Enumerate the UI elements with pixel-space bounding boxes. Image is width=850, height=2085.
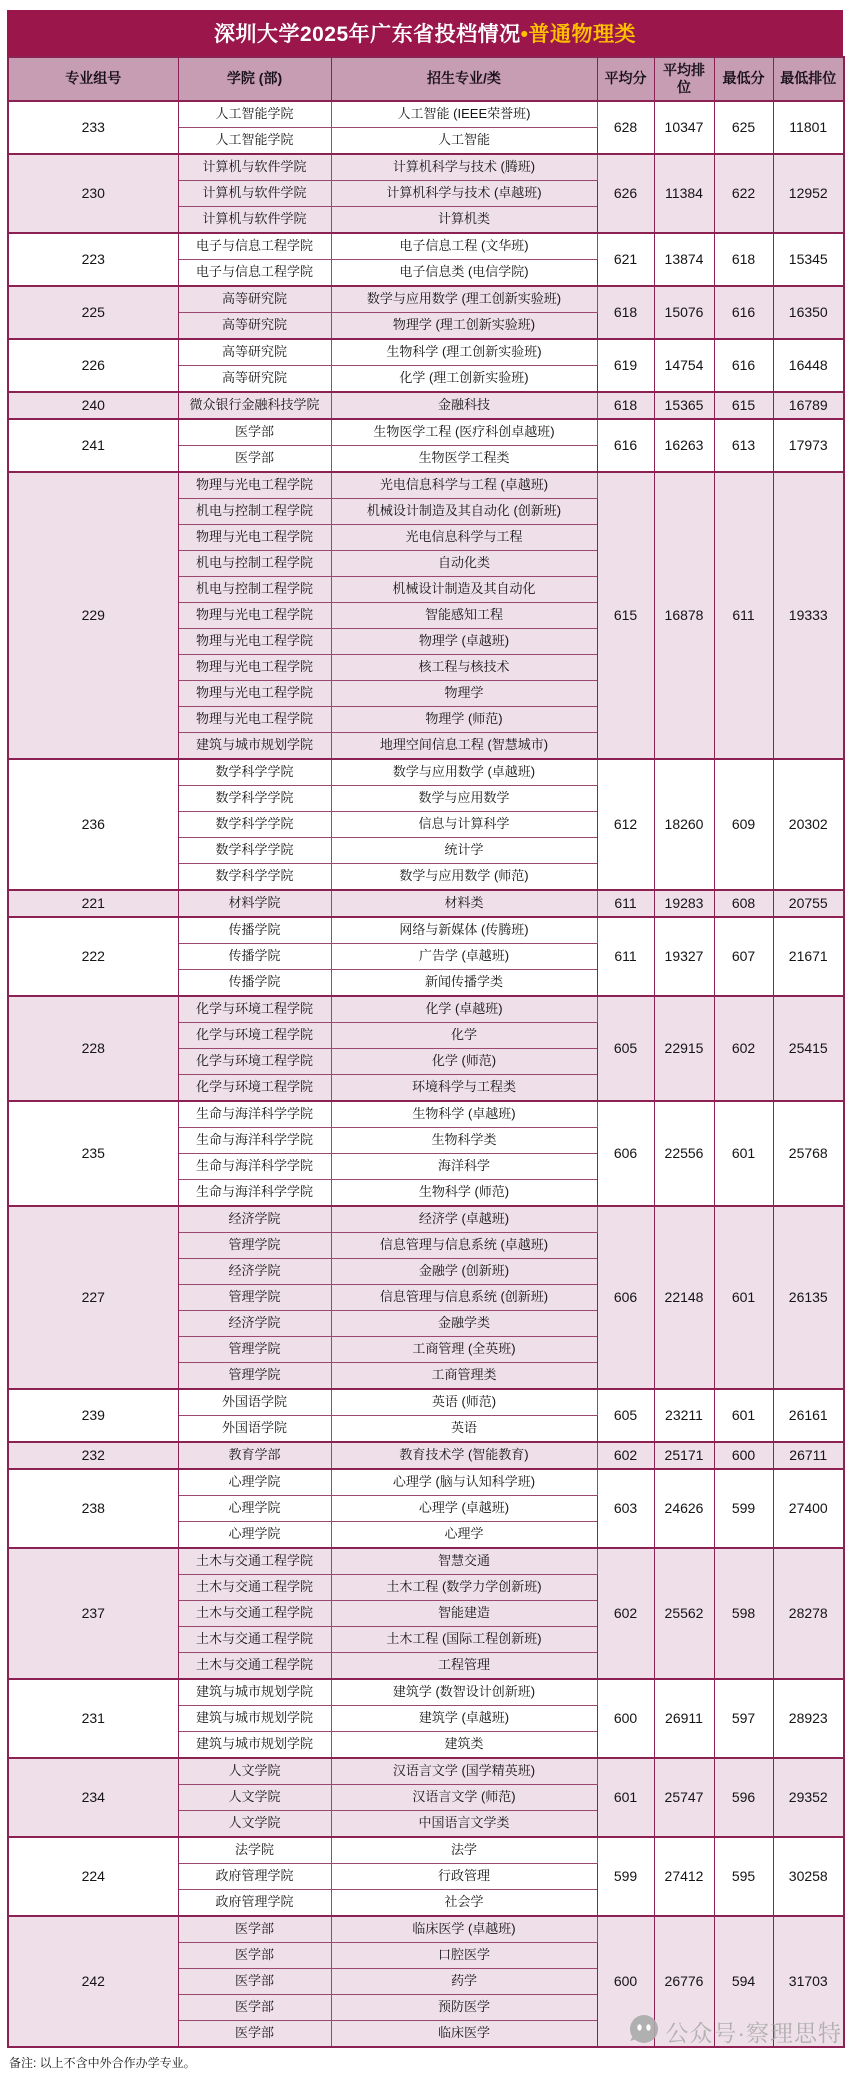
major-cell: 中国语言文学类 — [331, 1811, 597, 1838]
avg-rank-cell: 19327 — [654, 917, 714, 996]
major-cell: 智能建造 — [331, 1601, 597, 1627]
major-cell: 心理学 — [331, 1522, 597, 1549]
min-rank-cell: 26135 — [773, 1206, 844, 1389]
college-cell: 土木与交通工程学院 — [178, 1653, 331, 1680]
group-number-cell: 235 — [8, 1101, 178, 1206]
group-number-cell: 221 — [8, 890, 178, 917]
min-rank-cell: 20755 — [773, 890, 844, 917]
avg-rank-cell: 11384 — [654, 154, 714, 233]
min-score-cell: 595 — [714, 1837, 773, 1916]
college-cell: 数学科学学院 — [178, 759, 331, 786]
college-cell: 物理与光电工程学院 — [178, 655, 331, 681]
college-cell: 管理学院 — [178, 1363, 331, 1390]
avg-score-cell: 603 — [597, 1469, 654, 1548]
avg-score-cell: 600 — [597, 1679, 654, 1758]
major-cell: 物理学 (理工创新实验班) — [331, 313, 597, 340]
college-cell: 人文学院 — [178, 1811, 331, 1838]
major-cell: 智慧交通 — [331, 1548, 597, 1575]
min-rank-cell: 26161 — [773, 1389, 844, 1442]
min-score-cell: 600 — [714, 1442, 773, 1469]
group-number-cell: 224 — [8, 1837, 178, 1916]
table-row — [8, 890, 844, 917]
table-row — [8, 1758, 844, 1785]
college-cell: 传播学院 — [178, 944, 331, 970]
avg-rank-cell: 13874 — [654, 233, 714, 286]
min-rank-cell: 16789 — [773, 392, 844, 419]
major-cell: 化学 (理工创新实验班) — [331, 366, 597, 393]
group-number-cell: 238 — [8, 1469, 178, 1548]
college-cell: 化学与环境工程学院 — [178, 1023, 331, 1049]
avg-score-cell: 606 — [597, 1206, 654, 1389]
avg-rank-cell: 26911 — [654, 1679, 714, 1758]
group-number-cell: 226 — [8, 339, 178, 392]
group-number-cell: 225 — [8, 286, 178, 339]
major-cell: 工程管理 — [331, 1653, 597, 1680]
min-rank-cell: 28278 — [773, 1548, 844, 1679]
group-number-cell: 231 — [8, 1679, 178, 1758]
college-cell: 外国语学院 — [178, 1416, 331, 1443]
avg-rank-cell: 16878 — [654, 472, 714, 759]
college-cell: 医学部 — [178, 2021, 331, 2048]
college-cell: 管理学院 — [178, 1337, 331, 1363]
college-cell: 政府管理学院 — [178, 1864, 331, 1890]
college-cell: 人工智能学院 — [178, 128, 331, 155]
major-cell: 英语 — [331, 1416, 597, 1443]
major-cell: 生物科学 (师范) — [331, 1180, 597, 1207]
table-row — [8, 339, 844, 366]
college-cell: 传播学院 — [178, 917, 331, 944]
major-cell: 物理学 (卓越班) — [331, 629, 597, 655]
major-cell: 核工程与核技术 — [331, 655, 597, 681]
avg-score-cell: 621 — [597, 233, 654, 286]
min-rank-cell: 28923 — [773, 1679, 844, 1758]
table-row — [8, 1679, 844, 1706]
college-cell: 生命与海洋科学学院 — [178, 1101, 331, 1128]
major-cell: 光电信息科学与工程 (卓越班) — [331, 472, 597, 499]
major-cell: 人工智能 (IEEE荣誉班) — [331, 101, 597, 128]
major-cell: 计算机科学与技术 (腾班) — [331, 154, 597, 181]
major-cell: 英语 (师范) — [331, 1389, 597, 1416]
major-cell: 机械设计制造及其自动化 — [331, 577, 597, 603]
college-cell: 管理学院 — [178, 1285, 331, 1311]
avg-score-cell: 605 — [597, 1389, 654, 1442]
college-cell: 物理与光电工程学院 — [178, 681, 331, 707]
table-row — [8, 233, 844, 260]
college-cell: 电子与信息工程学院 — [178, 260, 331, 287]
college-cell: 物理与光电工程学院 — [178, 472, 331, 499]
column-header-group: 专业组号 — [8, 57, 178, 101]
major-cell: 社会学 — [331, 1890, 597, 1917]
college-cell: 生命与海洋科学学院 — [178, 1154, 331, 1180]
avg-rank-cell: 10347 — [654, 101, 714, 154]
major-cell: 汉语言文学 (师范) — [331, 1785, 597, 1811]
major-cell: 教育技术学 (智能教育) — [331, 1442, 597, 1469]
college-cell: 建筑与城市规划学院 — [178, 1706, 331, 1732]
major-cell: 广告学 (卓越班) — [331, 944, 597, 970]
avg-rank-cell: 23211 — [654, 1389, 714, 1442]
results-table-body — [8, 101, 844, 2047]
college-cell: 高等研究院 — [178, 286, 331, 313]
min-score-cell: 615 — [714, 392, 773, 419]
college-cell: 物理与光电工程学院 — [178, 603, 331, 629]
group-number-cell: 241 — [8, 419, 178, 472]
major-cell: 生物科学类 — [331, 1128, 597, 1154]
college-cell: 人工智能学院 — [178, 101, 331, 128]
major-cell: 心理学 (卓越班) — [331, 1496, 597, 1522]
college-cell: 化学与环境工程学院 — [178, 1075, 331, 1102]
min-rank-cell: 25768 — [773, 1101, 844, 1206]
avg-score-cell: 618 — [597, 286, 654, 339]
college-cell: 化学与环境工程学院 — [178, 996, 331, 1023]
college-cell: 机电与控制工程学院 — [178, 577, 331, 603]
major-cell: 金融学 (创新班) — [331, 1259, 597, 1285]
major-cell: 心理学 (脑与认知科学班) — [331, 1469, 597, 1496]
major-cell: 智能感知工程 — [331, 603, 597, 629]
min-rank-cell: 17973 — [773, 419, 844, 472]
title-bar — [7, 10, 843, 56]
major-cell: 口腔医学 — [331, 1943, 597, 1969]
avg-rank-cell: 24626 — [654, 1469, 714, 1548]
college-cell: 经济学院 — [178, 1206, 331, 1233]
college-cell: 心理学院 — [178, 1522, 331, 1549]
group-number-cell: 230 — [8, 154, 178, 233]
group-number-cell: 234 — [8, 1758, 178, 1837]
min-score-cell: 598 — [714, 1548, 773, 1679]
avg-score-cell: 615 — [597, 472, 654, 759]
avg-rank-cell: 25562 — [654, 1548, 714, 1679]
min-rank-cell: 19333 — [773, 472, 844, 759]
major-cell: 法学 — [331, 1837, 597, 1864]
college-cell: 微众银行金融科技学院 — [178, 392, 331, 419]
college-cell: 高等研究院 — [178, 313, 331, 340]
college-cell: 医学部 — [178, 1916, 331, 1943]
college-cell: 人文学院 — [178, 1785, 331, 1811]
major-cell: 信息管理与信息系统 (创新班) — [331, 1285, 597, 1311]
min-score-cell: 601 — [714, 1206, 773, 1389]
college-cell: 传播学院 — [178, 970, 331, 997]
college-cell: 经济学院 — [178, 1259, 331, 1285]
college-cell: 数学科学学院 — [178, 838, 331, 864]
college-cell: 人文学院 — [178, 1758, 331, 1785]
avg-score-cell: 628 — [597, 101, 654, 154]
major-cell: 预防医学 — [331, 1995, 597, 2021]
avg-score-cell: 601 — [597, 1758, 654, 1837]
major-cell: 建筑类 — [331, 1732, 597, 1759]
college-cell: 计算机与软件学院 — [178, 154, 331, 181]
major-cell: 经济学 (卓越班) — [331, 1206, 597, 1233]
major-cell: 药学 — [331, 1969, 597, 1995]
major-cell: 网络与新媒体 (传腾班) — [331, 917, 597, 944]
min-rank-cell: 29352 — [773, 1758, 844, 1837]
college-cell: 高等研究院 — [178, 366, 331, 393]
group-number-cell: 239 — [8, 1389, 178, 1442]
major-cell: 建筑学 (数智设计创新班) — [331, 1679, 597, 1706]
min-rank-cell: 21671 — [773, 917, 844, 996]
group-number-cell: 227 — [8, 1206, 178, 1389]
college-cell: 建筑与城市规划学院 — [178, 1679, 331, 1706]
college-cell: 管理学院 — [178, 1233, 331, 1259]
min-rank-cell: 15345 — [773, 233, 844, 286]
major-cell: 生物医学工程类 — [331, 446, 597, 473]
college-cell: 建筑与城市规划学院 — [178, 1732, 331, 1759]
page-title: 深圳大学2025年广东省投档情况 — [213, 23, 521, 46]
avg-score-cell: 600 — [597, 1916, 654, 2047]
min-score-cell: 597 — [714, 1679, 773, 1758]
college-cell: 土木与交通工程学院 — [178, 1548, 331, 1575]
min-rank-cell: 16448 — [773, 339, 844, 392]
major-cell: 建筑学 (卓越班) — [331, 1706, 597, 1732]
major-cell: 数学与应用数学 — [331, 786, 597, 812]
avg-score-cell: 606 — [597, 1101, 654, 1206]
college-cell: 化学与环境工程学院 — [178, 1049, 331, 1075]
min-rank-cell: 16350 — [773, 286, 844, 339]
avg-score-cell: 611 — [597, 890, 654, 917]
table-row — [8, 472, 844, 499]
avg-rank-cell: 15076 — [654, 286, 714, 339]
group-number-cell: 228 — [8, 996, 178, 1101]
group-number-cell: 222 — [8, 917, 178, 996]
avg-score-cell: 602 — [597, 1442, 654, 1469]
major-cell: 汉语言文学 (国学精英班) — [331, 1758, 597, 1785]
min-score-cell: 596 — [714, 1758, 773, 1837]
min-rank-cell: 11801 — [773, 101, 844, 154]
major-cell: 物理学 (师范) — [331, 707, 597, 733]
major-cell: 化学 — [331, 1023, 597, 1049]
table-row — [8, 917, 844, 944]
min-score-cell: 601 — [714, 1389, 773, 1442]
college-cell: 医学部 — [178, 419, 331, 446]
major-cell: 临床医学 (卓越班) — [331, 1916, 597, 1943]
min-rank-cell: 26711 — [773, 1442, 844, 1469]
avg-rank-cell: 27412 — [654, 1837, 714, 1916]
major-cell: 土木工程 (数学力学创新班) — [331, 1575, 597, 1601]
column-header-major: 招生专业/类 — [331, 57, 597, 101]
major-cell: 电子信息类 (电信学院) — [331, 260, 597, 287]
min-score-cell: 608 — [714, 890, 773, 917]
college-cell: 材料学院 — [178, 890, 331, 917]
major-cell: 金融科技 — [331, 392, 597, 419]
table-row — [8, 154, 844, 181]
major-cell: 材料类 — [331, 890, 597, 917]
table-row — [8, 419, 844, 446]
avg-score-cell: 599 — [597, 1837, 654, 1916]
major-cell: 机械设计制造及其自动化 (创新班) — [331, 499, 597, 525]
group-number-cell: 237 — [8, 1548, 178, 1679]
admission-score-table — [7, 56, 845, 2048]
college-cell: 计算机与软件学院 — [178, 207, 331, 234]
avg-rank-cell: 16263 — [654, 419, 714, 472]
table-row — [8, 1442, 844, 1469]
major-cell: 光电信息科学与工程 — [331, 525, 597, 551]
column-header-college: 学院 (部) — [178, 57, 331, 101]
min-score-cell: 607 — [714, 917, 773, 996]
column-header-min-rank: 最低排位 — [773, 57, 844, 101]
header-row — [8, 57, 844, 101]
avg-score-cell: 619 — [597, 339, 654, 392]
major-cell: 数学与应用数学 (卓越班) — [331, 759, 597, 786]
college-cell: 心理学院 — [178, 1496, 331, 1522]
college-cell: 计算机与软件学院 — [178, 181, 331, 207]
college-cell: 电子与信息工程学院 — [178, 233, 331, 260]
avg-rank-cell: 25747 — [654, 1758, 714, 1837]
min-score-cell: 616 — [714, 286, 773, 339]
min-score-cell: 599 — [714, 1469, 773, 1548]
table-row — [8, 996, 844, 1023]
college-cell: 机电与控制工程学院 — [178, 499, 331, 525]
major-cell: 信息与计算科学 — [331, 812, 597, 838]
min-rank-cell: 27400 — [773, 1469, 844, 1548]
column-header-min-score: 最低分 — [714, 57, 773, 101]
min-rank-cell: 30258 — [773, 1837, 844, 1916]
major-cell: 生物科学 (理工创新实验班) — [331, 339, 597, 366]
min-score-cell: 602 — [714, 996, 773, 1101]
college-cell: 经济学院 — [178, 1311, 331, 1337]
major-cell: 金融学类 — [331, 1311, 597, 1337]
avg-rank-cell: 26776 — [654, 1916, 714, 2047]
college-cell: 数学科学学院 — [178, 812, 331, 838]
college-cell: 数学科学学院 — [178, 786, 331, 812]
major-cell: 工商管理 (全英班) — [331, 1337, 597, 1363]
major-cell: 土木工程 (国际工程创新班) — [331, 1627, 597, 1653]
college-cell: 数学科学学院 — [178, 864, 331, 891]
table-row — [8, 1101, 844, 1128]
college-cell: 机电与控制工程学院 — [178, 551, 331, 577]
major-cell: 电子信息工程 (文华班) — [331, 233, 597, 260]
major-cell: 数学与应用数学 (理工创新实验班) — [331, 286, 597, 313]
major-cell: 人工智能 — [331, 128, 597, 155]
table-header — [8, 57, 844, 101]
major-cell: 统计学 — [331, 838, 597, 864]
group-number-cell: 229 — [8, 472, 178, 759]
major-cell: 海洋科学 — [331, 1154, 597, 1180]
major-cell: 数学与应用数学 (师范) — [331, 864, 597, 891]
table-row — [8, 759, 844, 786]
min-score-cell: 601 — [714, 1101, 773, 1206]
college-cell: 生命与海洋科学学院 — [178, 1180, 331, 1207]
college-cell: 物理与光电工程学院 — [178, 525, 331, 551]
college-cell: 土木与交通工程学院 — [178, 1575, 331, 1601]
college-cell: 物理与光电工程学院 — [178, 629, 331, 655]
avg-rank-cell: 18260 — [654, 759, 714, 890]
major-cell: 化学 (卓越班) — [331, 996, 597, 1023]
page-title-accent: •普通物理类 — [520, 23, 637, 46]
watermark-text: 公众号·察理思特 — [665, 2020, 842, 2046]
college-cell: 医学部 — [178, 1943, 331, 1969]
major-cell: 环境科学与工程类 — [331, 1075, 597, 1102]
min-score-cell: 625 — [714, 101, 773, 154]
table-row — [8, 286, 844, 313]
min-score-cell: 616 — [714, 339, 773, 392]
min-rank-cell: 31703 — [773, 1916, 844, 2047]
column-header-avg-score: 平均分 — [597, 57, 654, 101]
group-number-cell: 240 — [8, 392, 178, 419]
major-cell: 地理空间信息工程 (智慧城市) — [331, 733, 597, 760]
min-score-cell: 594 — [714, 1916, 773, 2047]
avg-rank-cell: 22556 — [654, 1101, 714, 1206]
major-cell: 工商管理类 — [331, 1363, 597, 1390]
table-row — [8, 1389, 844, 1416]
table-row — [8, 1469, 844, 1496]
college-cell: 教育学部 — [178, 1442, 331, 1469]
major-cell: 生物科学 (卓越班) — [331, 1101, 597, 1128]
avg-rank-cell: 14754 — [654, 339, 714, 392]
avg-rank-cell: 15365 — [654, 392, 714, 419]
college-cell: 物理与光电工程学院 — [178, 707, 331, 733]
min-score-cell: 613 — [714, 419, 773, 472]
college-cell: 心理学院 — [178, 1469, 331, 1496]
college-cell: 高等研究院 — [178, 339, 331, 366]
college-cell: 建筑与城市规划学院 — [178, 733, 331, 760]
table-row — [8, 1206, 844, 1233]
footer-note: 备注: 以上不含中外合作办学专业。 — [9, 2056, 196, 2070]
major-cell: 行政管理 — [331, 1864, 597, 1890]
avg-score-cell: 602 — [597, 1548, 654, 1679]
major-cell: 新闻传播学类 — [331, 970, 597, 997]
avg-rank-cell: 25171 — [654, 1442, 714, 1469]
group-number-cell: 242 — [8, 1916, 178, 2047]
table-row — [8, 1837, 844, 1864]
avg-score-cell: 626 — [597, 154, 654, 233]
group-number-cell: 233 — [8, 101, 178, 154]
major-cell: 物理学 — [331, 681, 597, 707]
avg-rank-cell: 22148 — [654, 1206, 714, 1389]
min-rank-cell: 20302 — [773, 759, 844, 890]
min-rank-cell: 12952 — [773, 154, 844, 233]
avg-rank-cell: 19283 — [654, 890, 714, 917]
min-score-cell: 609 — [714, 759, 773, 890]
min-score-cell: 618 — [714, 233, 773, 286]
major-cell: 临床医学 — [331, 2021, 597, 2048]
college-cell: 生命与海洋科学学院 — [178, 1128, 331, 1154]
table-row — [8, 1548, 844, 1575]
min-rank-cell: 25415 — [773, 996, 844, 1101]
college-cell: 外国语学院 — [178, 1389, 331, 1416]
college-cell: 医学部 — [178, 1969, 331, 1995]
avg-score-cell: 618 — [597, 392, 654, 419]
avg-score-cell: 616 — [597, 419, 654, 472]
group-number-cell: 232 — [8, 1442, 178, 1469]
avg-score-cell: 612 — [597, 759, 654, 890]
major-cell: 化学 (师范) — [331, 1049, 597, 1075]
college-cell: 政府管理学院 — [178, 1890, 331, 1917]
major-cell: 信息管理与信息系统 (卓越班) — [331, 1233, 597, 1259]
major-cell: 计算机类 — [331, 207, 597, 234]
college-cell: 法学院 — [178, 1837, 331, 1864]
college-cell: 医学部 — [178, 446, 331, 473]
group-number-cell: 223 — [8, 233, 178, 286]
avg-score-cell: 611 — [597, 917, 654, 996]
major-cell: 自动化类 — [331, 551, 597, 577]
college-cell: 土木与交通工程学院 — [178, 1601, 331, 1627]
avg-score-cell: 605 — [597, 996, 654, 1101]
major-cell: 计算机科学与技术 (卓越班) — [331, 181, 597, 207]
group-number-cell: 236 — [8, 759, 178, 890]
table-row — [8, 101, 844, 128]
column-header-avg-rank: 平均排位 — [654, 57, 714, 101]
min-score-cell: 611 — [714, 472, 773, 759]
table-row — [8, 392, 844, 419]
min-score-cell: 622 — [714, 154, 773, 233]
college-cell: 土木与交通工程学院 — [178, 1627, 331, 1653]
avg-rank-cell: 22915 — [654, 996, 714, 1101]
table-row — [8, 1916, 844, 1943]
college-cell: 医学部 — [178, 1995, 331, 2021]
major-cell: 生物医学工程 (医疗科创卓越班) — [331, 419, 597, 446]
